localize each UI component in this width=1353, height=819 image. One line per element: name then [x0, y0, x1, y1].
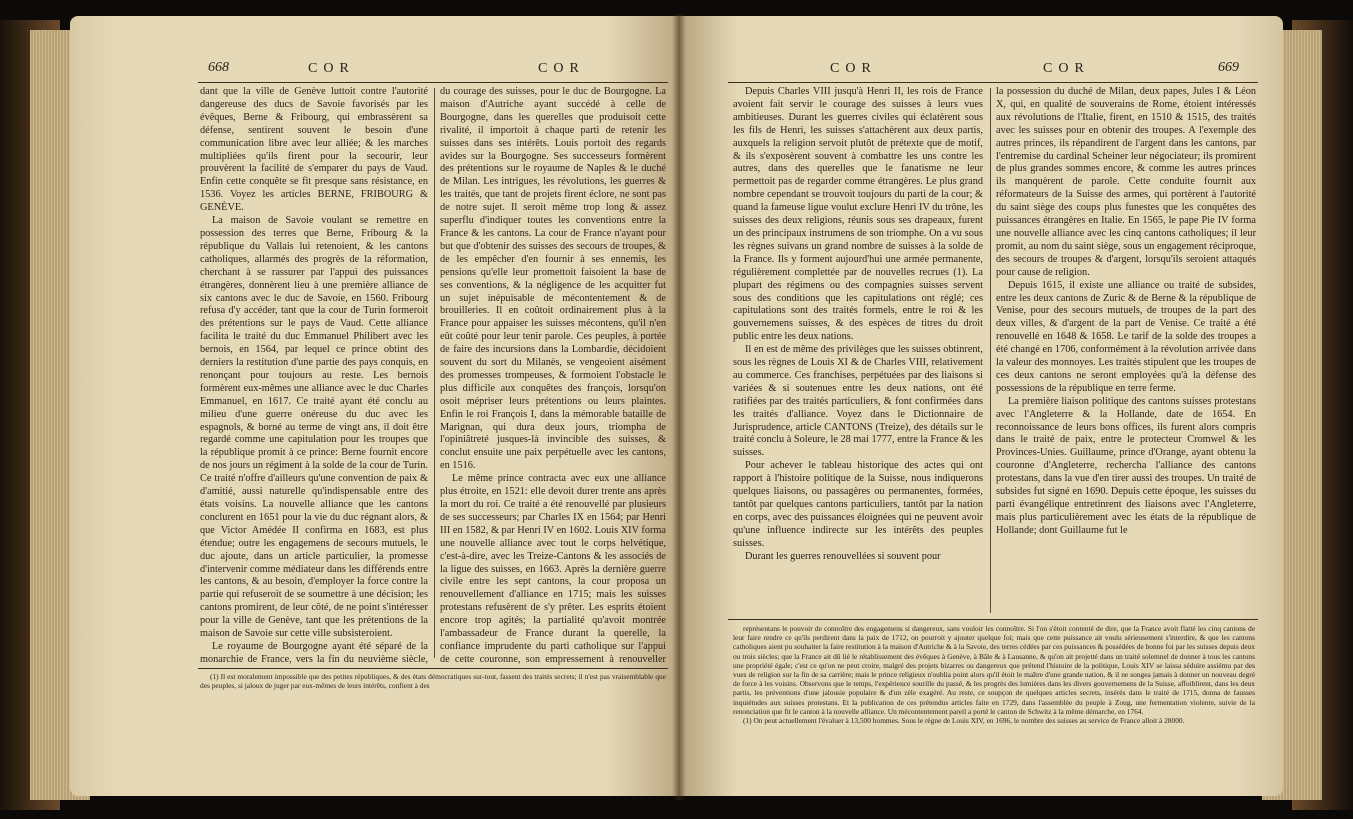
left-page [70, 16, 678, 796]
paragraph: Il en est de même des privilèges que les suisses obtinrent, sous les règnes de Louis XI & de Charles VIII, relativement au commerce. Ces franchises, perpétuées par des liaisons si variées & si soutenues entre les deux nations, ont été ratifiées par des traités particuliers, & font confirmées dans les traités d'alliance. Voyez dans le Dictionnaire de Jurisprudence, article CANTONS (Treize), des détails sur le traité conclu à Soleure, le 28 mai 1777, entre la France & les suisses. [733, 344, 983, 459]
footnote-text: (1) On peut actuellement l'évaluer à 13,500 hommes. Sous le règne de Louis XIV, en 1696, le nombre des suisses au service de France alloit à 28000. [743, 716, 1185, 726]
paragraph: Pour achever le tableau historique des actes qui ont rapport à l'histoire politique de la Suisse, nous indiquerons quelques liaisons, ou passagères ou permanentes, formées, tantôt par quelques cantons particuliers, tantôt par la nation en corps, avec des puissances éloignées qui ne peuvent avoir qu'une influence indirecte sur les intérêts des peuples suisses. [733, 460, 983, 549]
page-number: 669 [1218, 60, 1239, 75]
page-number: 668 [208, 60, 229, 75]
paragraph: Le royaume de Bourgogne ayant été séparé de la monarchie de France, vers la fin du neuvième siècle, [200, 640, 428, 665]
footnote [733, 624, 1255, 734]
running-header-right: COR [538, 61, 585, 76]
header-rule [198, 82, 668, 83]
footnote-rule [198, 668, 668, 669]
column-divider [990, 88, 991, 613]
paragraph: La maison de Savoie voulant se remettre en possession des terres que Berne, Fribourg & la république du Vallais lui retenoient, & les cantons catholiques, allarmés des progrès de la réformation, cherchant à se rassurer par l'appui des puissances étrangères, donnèrent lieu à une première alliance de six cantons avec le duc de Savoie, en 1560. Fribourg refusa d'y accéder, tant que la cour de Turin formeroit des prétentions sur le pays de Vaud. Cette alliance facilita le traité du duc Emmanuel Philibert avec les bernois, en 1564, par lequel ce prince obtint des derniers la restitution d'une partie des pays conquis, en renonçant pour toujours au reste. Les bernois formèrent eux-mêmes une alliance avec le duc Charles Emmanuel, en 1617. Ce traité ayant été conclu au milieu d'une guerre onéreuse du duc avec les espagnols, & borné au terme de vingt ans, il doit être regardé comme une capitulation pour les troupes que la république promit à ce prince: Berne fournit encore de nos jours un régiment à la solde de la cour de Turin. Ce traité n'offre d'ailleurs qu'une convention de paix & d'amitié, aussi naturelle qu'indispensable entre des états voisins. La nouvelle alliance que les cantons conclurent en 1651 pour la vie du duc régnant alors, & que Victor Amédée II confirma en 1683, est plus étendue; outre les engagemens de secours mutuels, le duc ajoute, dans un article particulier, la promesse d'intervenir comme médiateur dans les différends entre les cantons, & au besoin, d'employer la force contre la partie qui refuseroit de se soumettre à une décision; les cantons promirent, de leur côté, de ne point s'intéresser pour la ville de Genève, tant que les prétentions de la maison de Savoie sur cette ville subsisteroient. [200, 215, 428, 640]
running-header-left: COR [308, 61, 355, 76]
text-column-2 [996, 86, 1256, 616]
running-header-right: COR [1043, 61, 1090, 76]
text-column-2 [440, 86, 666, 666]
paragraph: Le même prince contracta avec eux une alliance plus étroite, en 1521: elle devoit durer trente ans après la mort du roi. Ce traité a été renouvellé par plusieurs de ses successeurs; par Charles IX en 1564; par Henri III en 1582, & par Henri IV en 1602. Louis XIV forma une nouvelle alliance avec tout le corps helvétique, c'est-à-dire, avec les Treize-Cantons & les associés de la ligue des suisses, en 1663. Après la dernière guerre civile entre les sept cantons, la cour proposa un renouvellement d'alliance en 1715; mais les suisses protestans refusèrent de s'y prêter. Les esprits étoient encore trop agités; la partialité qu'avoit montrée l'ambassadeur de France durant la querelle, la confiance imprudente du parti catholique sur l'appui de cette couronne, son empressement à renouveller [440, 473, 666, 665]
footnote [200, 672, 666, 712]
text-column-1 [200, 86, 428, 666]
paragraph: La première liaison politique des cantons suisses protestans avec l'Angleterre & la Hollande, date de 1654. En reconnoissance de leurs bons offices, ils furent alors compris dans le traité de paix, entre le protecteur Cromwel & les Provinces-Unies. Guillaume, prince d'Orange, ayant obtenu la couronne d'Angleterre, rechercha l'alliance des cantons protestans, dans la vue d'en tirer aussi des troupes. Un traité de subsides fut signé en 1690. Depuis cette époque, les suisses du parti évangélique entretinrent des liaisons avec l'Angleterre, mais plus particulièrement avec les états de la république de Hollande; dont Guillaume fut le [996, 395, 1256, 536]
paragraph: Depuis Charles VIII jusqu'à Henri II, les rois de France avoient fait servir le courage des suisses à leurs vues ambitieuses. Durant les guerres civiles qui éclatèrent sous les fils de Henri, les suisses s'attachèrent aux deux partis, auxquels la religion servoit plutôt de prétexte que de motif, & ils s'exposèrent souvent à combattre les uns contre les autres, dans des querelles que le fanatisme ne leur permettoit pas de regarder comme étrangères. Le plus grand nombre cependant se trouvoit toujours du parti de la cour; & quand la fameuse ligue voulut exclure Henri IV du trône, les suisses des deux religions, réunis sous ses drapeaux, furent un des principaux instrumens de son triomphe. On a vu sous les règnes suivans un grand nombre de suisses à la solde de la France. Ils y forment aujourd'hui une armée permanente, régulièrement complettée par de nouvelles recrues (1). La plupart des régimens ou des compagnies suisses servent sous des conditions que les capitulations ont réglé; ces capitulations sont des traités formels, entre le roi & les gouvernemens suisses, & des espèces de titres du droit public entre les deux nations. [733, 86, 983, 343]
running-header-left: COR [830, 61, 877, 76]
footnote-text: (1) Il est moralement impossible que des petites républiques, & des états démocratiques sur-tout, fassent des traités secrets; il n'est pas vraisemblable que des peuples, si jaloux de juger par eux-mêmes de leurs intérêts, confient à des [200, 672, 666, 691]
text-column-1 [733, 86, 983, 616]
paragraph: Durant les guerres renouvellées si souvent pour [745, 550, 941, 562]
footnote-rule [728, 619, 1258, 620]
book-gutter [672, 14, 686, 800]
paragraph: dant que la ville de Genève luttoit contre l'autorité dangereuse des ducs de Savoie favorisés par les évêques, Berne & Fribourg, qui embrassèrent sa défense, sentirent souvent le besoin d'une communication libre avec leur alliée; & les marches multipliées qu'ils firent pour la secourir, leur prouvèrent la facilité de s'emparer du pays de Vaud. Enfin cette conquête se fit presque sans résistance, en 1536. Voyez les articles BERNE, FRIBOURG & GENÈVE. [200, 86, 428, 214]
paragraph: du courage des suisses, pour le duc de Bourgogne. La maison d'Autriche ayant succédé à celle de Bourgogne, dans les querelles que produisoit cette rivalité, il importoit à chaque parti de retenir les suisses dans ses intérêts. Louis portoit des regards avides sur la Bourgogne. Ses successeurs formèrent des prétentions sur le royaume de Naples & le duché de Milan. Les intrigues, les révolutions, les guerres & les traités, que tant de projets firent éclore, ne sont pas de notre sujet. Il seroit même trop long & assez superflu d'indiquer toutes les conventions entre la France & les cantons. La cour de France n'ayant pour but que d'obtenir des suisses des secours de troupes, & de les empêcher d'en fournir à ses ennemis, les pensions qu'elle leur promettoit faisoient la base de ses conventions, & la négligence de les acquitter fut un sujet inépuisable de mécontentement & de brouilleries. Il en coûtoit ordinairement plus à la France pour appaiser les suisses mécontens, qu'il n'en eût coûté pour leur tenir parole. Ces peuples, à portée de faire des incursions dans la Lombardie, décidoient souvent du sort du Milanès, se vengeoient aisément des promesses trompeuses, & formoient l'obstacle le plus difficile aux conquêtes des françois, lorsqu'on osoit mépriser leurs prétentions ou leurs plaintes. Enfin le roi François I, dans la mémorable bataille de Marignan, qui dura deux jours, triompha de l'opiniâtreté jusques-là invincible des suisses, & conclut ensuite une paix perpétuelle avec les cantons, en 1516. [440, 86, 666, 472]
footnote-text: représentans le pouvoir de connoître des engagemens si dangereux, sans vouloir les connoître. Si l'on s'étoit contenté de dire, que la France avoit flatté les cinq cantons de leur faire rendre ce qu'ils perdirent dans la paix de 1712, on pourroit y ajouter quelque foi; mais que cette puissance ait voulu sérieusement s'interdire, & que les cantons catholiques aient pu souhaiter la faire restitution à la maison d'Autriche & à la Savoie, des terres cédées par ces puissances & possédées de bonne foi par les suisses depuis deux ou trois siècles; que la France ait dû lié le rétablissement des évêques à Genève, à Bâle & à Lausanne, & qu'on ait projetté dans un traité solemnel de donner à tous les cantons une propriété égale; c'est ce qu'on ne peut croire, malgré des projets bizarres ou dangereux que prétend l'histoire de la politique, Louis XIV se laissa séduire assiému par des vues de religion sur la fin de sa carrière; mais le prince religieux n'oublia point alors qu'il étoit le maître d'une grande nation, & il ne songea jamais à donner un nouveau degré de force à les voisins. Observons que le temps, l'expérience sourille du passé, & les progrès des lumières dans les divers gouvernemens de la Suisse, affoiblirent, dans les deux partis, les préventions d'une jalousie populaire & d'un zèle exagéré. Au reste, ce soupçon de quelques articles secrets, insérés dans le traité de 1715, donna de fausses inquiétudes aux suisses protestans. Et la publication de ces prétendus articles faite en 1729, dans l'assemblée du peuple à Zoug, une fermentation violente, suivie de la renonciation que fit le canton à la nouvelle alliance. Un mécontentement pareil a porté le canton de Schwitz à la même démarche, en 1764. [733, 624, 1255, 716]
paragraph: Depuis 1615, il existe une alliance ou traité de subsides, entre les deux cantons de Zuric & de Berne & la république de Venise, pour des secours mutuels, de troupes de la part des deux villes, & d'argent de la part de Venise. Ce traité a été renouvellé en 1648 & 1658. Le tarif de la solde des troupes a été changé en 1706, conformément à la révolution arrivée dans la valeur des monnoyes. Les traités stipulent que les troupes de ces deux cantons ne seront employées qu'à la défense des possessions de la république en terre ferme. [996, 279, 1256, 394]
paragraph: la possession du duché de Milan, deux papes, Jules I & Léon X, qui, en qualité de souverains de Rome, étoient intéressés aux révolutions de l'Italie, firent, en 1510 & 1515, des traités avec les suisses pour en obtenir des troupes. A l'exemple des autres princes, ils répandirent de l'argent dans les cantons, par l'entremise du cardinal Scheiner leur négociateur; ils promirent de plus grandes sommes encore, & comme les autres princes ils manquèrent de parole. Cette conduite fournit aux réformateurs de la Suisse des armes, qui portèrent à l'autorité du saint siège des coups plus funestes que les conquêtes des puissances étrangères en Italie. En 1565, le pape Pie IV forma une nouvelle alliance avec les cinq cantons catholiques; il leur promit, au nom du saint siège, sous un engagement réciproque, des secours de troupes & d'argent, lorsqu'ils seroient attaqués pour cause de religion. [996, 86, 1256, 278]
header-rule [728, 82, 1258, 83]
right-page [678, 16, 1283, 796]
column-divider [434, 88, 435, 658]
